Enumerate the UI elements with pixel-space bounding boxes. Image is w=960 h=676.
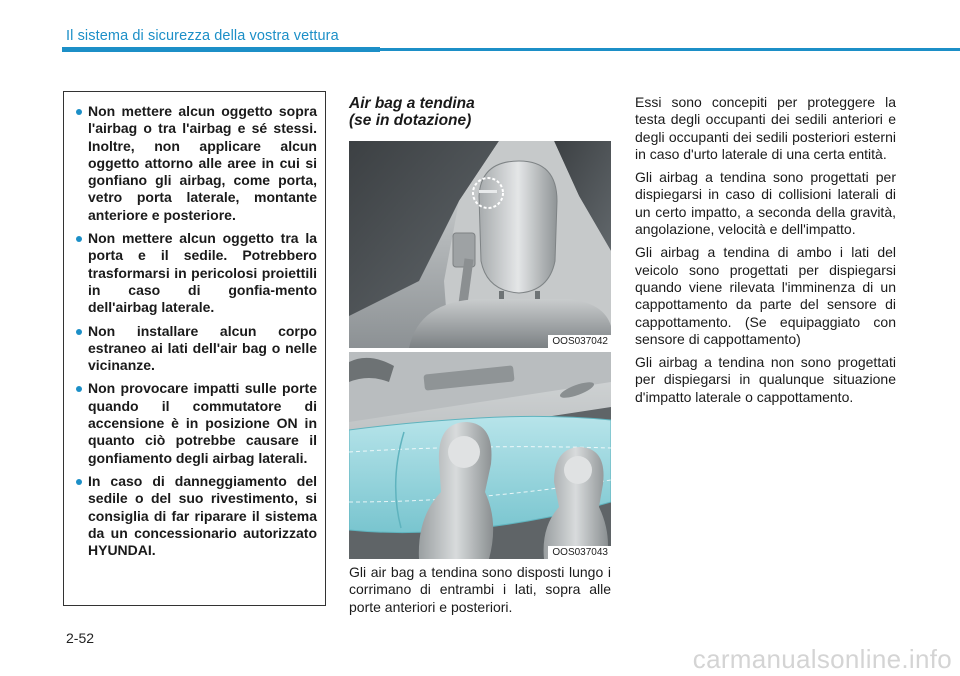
figure-pillar-illustration xyxy=(349,141,611,348)
section-subtitle-line: (se in dotazione) xyxy=(349,112,472,129)
figure-curtain-illustration xyxy=(349,352,611,559)
warning-item: Non installare alcun corpo estraneo ai lati dell'air bag o nelle vicinanze. xyxy=(76,323,317,375)
body-paragraph: Gli airbag a tendina sono progettati per dispiegarsi in caso di collisioni laterali di un certo impatto, a seconda della gravità, angolazione, velocità e dell'impatto. xyxy=(635,169,896,238)
body-text-column xyxy=(635,94,896,412)
warning-item: Non mettere alcun oggetto sopra l'airbag o tra l'airbag e sé stessi. Inoltre, non applicare alcun oggetto attorno alle aree in cui si gonfiano gli airbag, come porta, vetro porta laterale, montante anteriore e posteriore. xyxy=(76,103,317,224)
body-paragraph: Gli airbag a tendina non sono progettati per dispiegarsi in qualunque situazione d'impatto laterale o cappottamento. xyxy=(635,354,896,405)
bullet-icon xyxy=(76,109,82,115)
figure-pillar-airbag xyxy=(349,141,611,348)
page-number: 2-52 xyxy=(66,630,95,646)
section-title xyxy=(349,95,609,129)
bullet-icon xyxy=(76,329,82,335)
warning-item: Non mettere alcun oggetto tra la porta e il sedile. Potrebbero trasformarsi in pericolosi proiettili in caso di gonfia-mento dell'airbag laterale. xyxy=(76,230,317,316)
figure-curtain-airbag xyxy=(349,352,611,559)
warning-item: Non provocare impatti sulle porte quando il commutatore di accensione è in posizione ON in quanto ciò potrebbe causare il gonfiamento degli airbag laterali. xyxy=(76,380,317,466)
header-tab-bar xyxy=(62,47,380,52)
warning-item: In caso di danneggiamento del sedile o del suo rivestimento, si consiglia di far riparare il sistema da un concessionario autorizzato HYUNDAI. xyxy=(76,473,317,559)
bullet-icon xyxy=(76,479,82,485)
warning-box xyxy=(63,91,326,606)
section-title-line: Air bag a tendina xyxy=(349,95,475,112)
watermark-text: carmanualsonline.info xyxy=(692,644,952,674)
page-header-title: Il sistema di sicurezza della vostra vettura xyxy=(66,28,339,44)
figure-code: OOS037042 xyxy=(548,335,611,348)
bullet-icon xyxy=(76,386,82,392)
warning-list xyxy=(76,103,317,559)
figure-code: OOS037043 xyxy=(548,546,611,559)
bullet-icon xyxy=(76,236,82,242)
figure-caption: Gli air bag a tendina sono disposti lungo i corrimano di entrambi i lati, sopra alle porte anteriori e posteriori. xyxy=(349,564,611,615)
body-paragraph: Essi sono concepiti per proteggere la testa degli occupanti dei sedili anteriori e degli occupanti dei sedili posteriori esterni in caso d'urto laterale di una certa entità. xyxy=(635,94,896,162)
body-paragraph: Gli airbag a tendina di ambo i lati del veicolo sono progettati per dispiegarsi quando viene rilevata l'imminenza di un cappottamento da parte del sensore di cappottamento. (Se equipaggiato con sensore di cappottamento) xyxy=(635,244,896,347)
